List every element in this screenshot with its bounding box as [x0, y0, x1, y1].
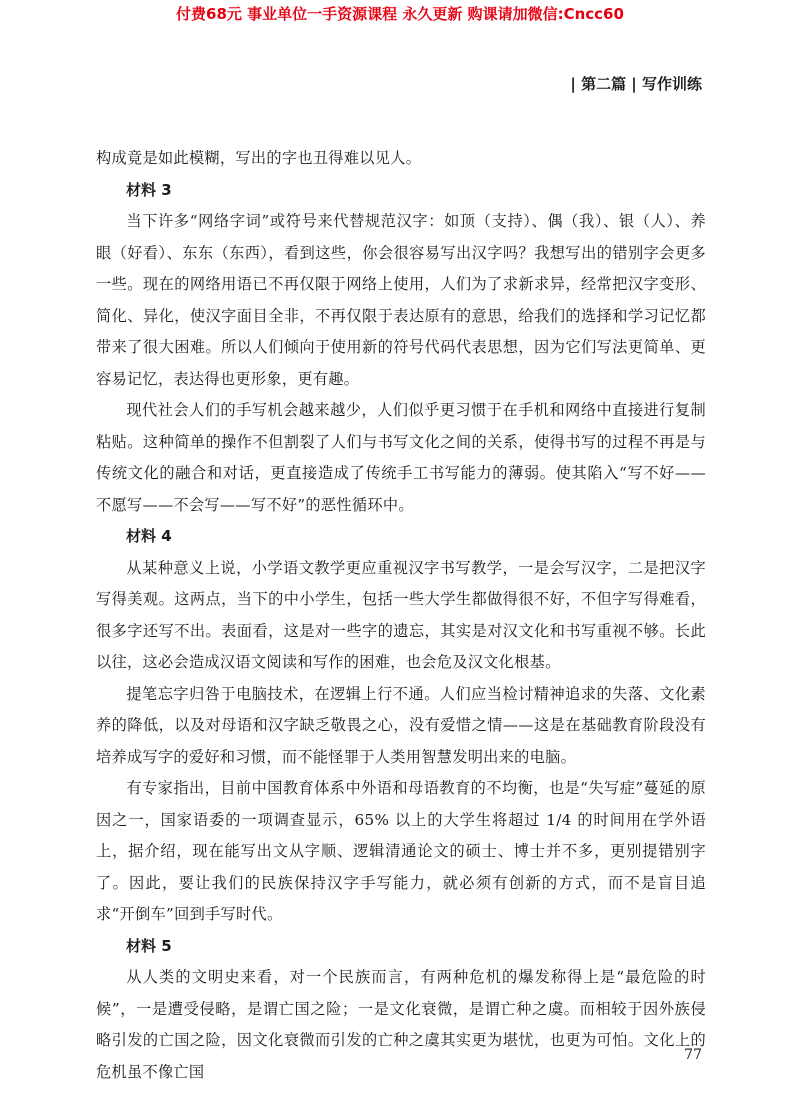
- material-4-heading: 材料 4: [126, 527, 172, 545]
- material-4-paragraph-3: 有专家指出，目前中国教育体系中外语和母语教育的不均衡，也是“失写症”蔓延的原因之一，国家语委的一项调查显示，65% 以上的大学生将超过 1/4 的时间用在学外语上，据介绍，现在能写出文从字顺、逻辑清通论文的硕士、博士并不多，更别提错别字了。因此，要让我们的民族保持汉字手写能力，就必须有创新的方式，而不是盲目追求“开倒车”回到手写时代。: [96, 779, 706, 923]
- material-4-paragraph-1: 从某种意义上说，小学语文教学更应重视汉字书写教学，一是会写汉字，二是把汉字写得美观。这两点，当下的中小学生，包括一些大学生都做得很不好，不但字写得难看，很多字还写不出。表面看，这是对一些字的遗忘，其实是对汉文化和书写重视不够。长此以往，这必会造成汉语文阅读和写作的困难，也会危及汉文化根基。: [96, 558, 706, 671]
- material-3-heading: 材料 3: [126, 180, 172, 199]
- running-head: | 第二篇 | 写作训练: [570, 75, 702, 93]
- page-body: [96, 143, 706, 1088]
- continuation-paragraph: 构成竟是如此模糊，写出的字也丑得难以见人。: [96, 149, 422, 167]
- material-3-paragraph-2: 现代社会人们的手写机会越来越少，人们似乎更习惯于在手机和网络中直接进行复制粘贴。这种简单的操作不但割裂了人们与书写文化之间的关系，使得书写的过程不再是与传统文化的融合和对话，更直接造成了传统手工书写能力的薄弱。使其陷入“写不好——不愿写——不会写——写不好”的恶性循环中。: [96, 401, 706, 514]
- page-number: 77: [684, 1047, 702, 1063]
- material-5-heading: 材料 5: [126, 936, 172, 955]
- material-4-paragraph-2: 提笔忘字归咎于电脑技术，在逻辑上行不通。人们应当检讨精神追求的失落、文化素养的降低，以及对母语和汉字缺乏敬畏之心，没有爱惜之情——这是在基础教育阶段没有培养成写字的爱好和习惯，而不能怪罪于人类用智慧发明出来的电脑。: [96, 684, 706, 766]
- material-3-paragraph-1: 当下许多“网络字词”或符号来代替规范汉字：如顶（支持）、偶（我）、银（人）、养眼（好看）、东东（东西），看到这些，你会很容易写出汉字吗？我想写出的错别字会更多一些。现在的网络用语已不再仅限于网络上使用，人们为了求新求异，经常把汉字变形、简化、异化，使汉字面目全非，不再仅限于表达原有的意思，给我们的选择和学习记忆都带来了很大困难。所以人们倾向于使用新的符号代码代表思想，因为它们写法更简单、更容易记忆，表达得也更形象，更有趣。: [96, 212, 706, 388]
- material-5-paragraph-1: 从人类的文明史来看，对一个民族而言，有两种危机的爆发称得上是“最危险的时候”，一是遭受侵略，是谓亡国之险；一是文化衰微，是谓亡种之虞。而相较于因外族侵略引发的亡国之险，因文化衰微而引发的亡种之虞其实更为堪忧，也更为可怕。文化上的危机虽不像亡国: [96, 968, 706, 1081]
- watermark-banner: 付费68元 事业单位一手资源课程 永久更新 购课请加微信:Cncc60: [176, 5, 624, 23]
